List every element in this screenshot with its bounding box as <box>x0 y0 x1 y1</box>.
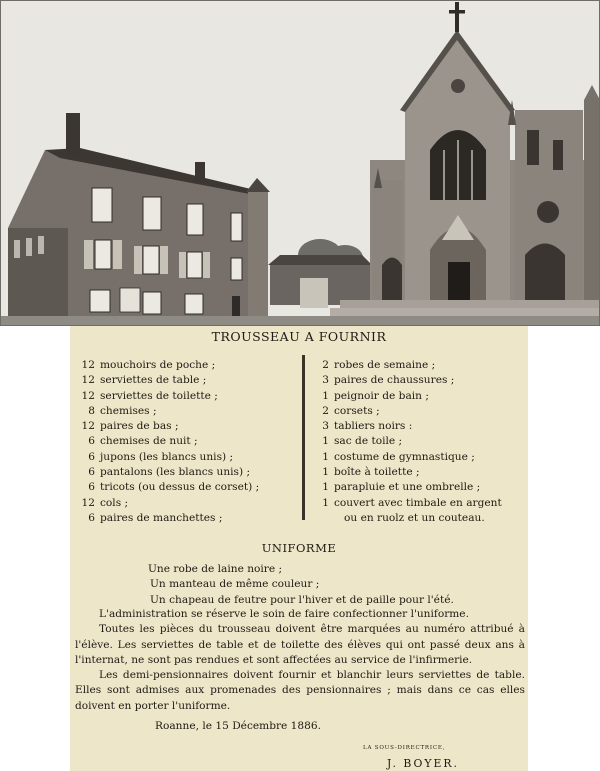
uniforme-heading: UNIFORME <box>261 541 337 555</box>
item-label: tricots (ou dessus de corset) ; <box>100 481 260 494</box>
item-quantity: 6 <box>88 511 95 524</box>
item-label: paires de chaussures ; <box>334 374 455 387</box>
item-label: chemises de nuit ; <box>100 435 198 448</box>
item-label: couvert avec timbale en argent <box>334 496 502 509</box>
item-label: cols ; <box>100 496 129 509</box>
item-quantity: 12 <box>81 496 95 509</box>
item-quantity: 12 <box>81 420 95 433</box>
item-label: corsets ; <box>334 404 380 417</box>
item-label: serviettes de table ; <box>100 374 207 387</box>
list-item <box>80 389 302 404</box>
item-quantity: 6 <box>88 435 95 448</box>
item-label: paires de bas ; <box>100 420 179 433</box>
paragraph: Les demi-pensionnaires doivent fournir et blanchir leurs serviettes de table. Elles sont admises aux promenades des pensionnaires ; mais dans ce cas elles doivent en porter l'uniforme. <box>75 669 525 712</box>
list-item <box>80 450 302 465</box>
item-quantity: 1 <box>322 435 329 448</box>
list-item <box>320 404 525 419</box>
item-label: pantalons (les blancs unis) ; <box>100 466 251 479</box>
item-label: mouchoirs de poche ; <box>100 359 216 371</box>
list-item <box>80 373 302 388</box>
item-label: parapluie et une ombrelle ; <box>334 481 481 494</box>
paragraph: Toutes les pièces du trousseau doivent être marquées au numéro attribué à l'élève. Les serviettes de table et de toilette des élèves qui ont passé deux ans à l'internat, ne sont pas rendues et sont affectées au service de l'infirmerie. <box>75 623 525 666</box>
uniforme-item: Un chapeau de feutre pour l'hiver et de paille pour l'été. <box>150 593 454 606</box>
list-item-continuation: ou en ruolz et un couteau. <box>344 511 485 524</box>
uniforme-item: Une robe de laine noire ; <box>148 563 283 575</box>
list-item <box>80 496 302 511</box>
list-item <box>80 419 302 434</box>
list-item <box>80 358 302 373</box>
item-label: robes de semaine ; <box>334 359 436 371</box>
uniforme-list <box>148 562 454 608</box>
list-item <box>320 465 525 480</box>
item-label: peignoir de bain ; <box>334 389 429 402</box>
item-quantity: 2 <box>322 404 329 417</box>
rules-text <box>75 607 525 714</box>
list-item <box>80 434 302 449</box>
list-item <box>320 434 525 449</box>
item-label: jupons (les blancs unis) ; <box>100 450 234 463</box>
item-quantity: 12 <box>81 374 95 387</box>
list-item <box>320 389 525 404</box>
list-item <box>320 419 525 434</box>
item-quantity: 1 <box>322 389 329 402</box>
item-label: paires de manchettes ; <box>100 511 223 524</box>
item-quantity: 12 <box>81 389 95 402</box>
item-label: chemises ; <box>100 404 157 417</box>
item-label: boîte à toilette ; <box>334 466 420 479</box>
signatory-title: LA SOUS-DIRECTRICE, <box>363 745 446 751</box>
item-quantity: 1 <box>322 450 329 463</box>
item-quantity: 1 <box>322 496 329 509</box>
list-item <box>80 480 302 495</box>
list-item <box>80 404 302 419</box>
item-quantity: 6 <box>88 481 95 494</box>
list-item <box>80 465 302 480</box>
list-item <box>320 496 525 511</box>
item-quantity: 6 <box>88 450 95 463</box>
list-item <box>320 358 525 373</box>
signatory-name: J. BOYER. <box>387 757 459 770</box>
item-label: tabliers noirs : <box>334 420 413 433</box>
list-item <box>80 511 302 526</box>
item-quantity: 2 <box>322 359 329 371</box>
item-quantity: 3 <box>322 374 329 387</box>
item-label: sac de toile ; <box>334 435 403 448</box>
item-quantity: 1 <box>322 481 329 494</box>
column-divider <box>302 355 305 520</box>
list-item <box>320 450 525 465</box>
trousseau-document <box>70 326 528 771</box>
item-quantity: 12 <box>81 359 95 371</box>
document-title: TROUSSEAU A FOURNIR <box>211 329 387 344</box>
uniforme-item: Un manteau de même couleur ; <box>150 578 320 591</box>
paragraph: L'administration se réserve le soin de faire confectionner l'uniforme. <box>99 608 469 620</box>
list-item <box>320 373 525 388</box>
item-quantity: 1 <box>322 466 329 479</box>
item-quantity: 3 <box>322 420 329 433</box>
left-item-list <box>80 358 302 526</box>
item-label: costume de gymnastique ; <box>334 450 475 463</box>
street <box>0 316 600 326</box>
item-quantity: 8 <box>88 404 95 417</box>
historic-photograph <box>0 0 600 326</box>
right-item-list <box>320 358 525 526</box>
list-item <box>320 480 525 495</box>
item-quantity: 6 <box>88 466 95 479</box>
place-and-date: Roanne, le 15 Décembre 1886. <box>155 720 322 732</box>
item-label: serviettes de toilette ; <box>100 389 218 402</box>
